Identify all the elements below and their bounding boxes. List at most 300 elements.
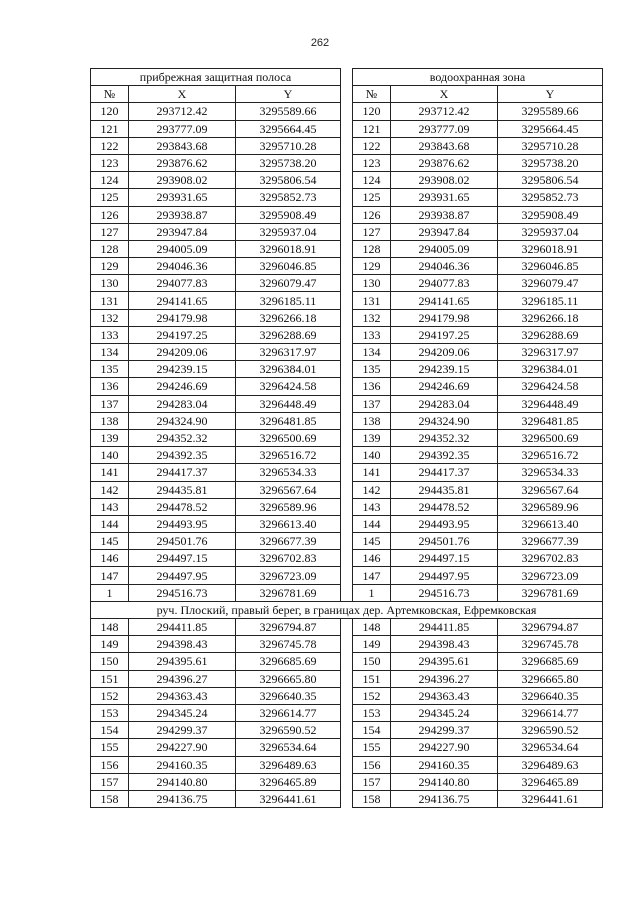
column-gap bbox=[341, 515, 353, 532]
column-gap bbox=[341, 258, 353, 275]
right-point-number: 127 bbox=[353, 223, 391, 240]
column-gap bbox=[341, 722, 353, 739]
right-col-header-y: Y bbox=[498, 86, 603, 103]
right-col-header-number: № bbox=[353, 86, 391, 103]
right-y-value: 3296481.85 bbox=[498, 412, 603, 429]
left-x-value: 294497.15 bbox=[129, 550, 236, 567]
right-y-value: 3296794.87 bbox=[498, 619, 603, 636]
table-row bbox=[91, 292, 603, 309]
column-gap bbox=[341, 687, 353, 704]
left-point-number: 148 bbox=[91, 619, 129, 636]
right-point-number: 138 bbox=[353, 412, 391, 429]
left-point-number: 131 bbox=[91, 292, 129, 309]
page-number: 262 bbox=[310, 37, 330, 49]
right-x-value: 294324.90 bbox=[391, 412, 498, 429]
column-gap bbox=[341, 653, 353, 670]
left-y-value: 3296665.80 bbox=[236, 670, 341, 687]
left-y-value: 3296448.49 bbox=[236, 395, 341, 412]
column-gap bbox=[341, 704, 353, 721]
left-y-value: 3296640.35 bbox=[236, 687, 341, 704]
left-y-value: 3296317.97 bbox=[236, 344, 341, 361]
table-row bbox=[91, 687, 603, 704]
left-y-value: 3296590.52 bbox=[236, 722, 341, 739]
column-gap bbox=[341, 636, 353, 653]
left-point-number: 142 bbox=[91, 481, 129, 498]
left-x-value: 294324.90 bbox=[129, 412, 236, 429]
left-x-value: 293931.65 bbox=[129, 189, 236, 206]
table-row bbox=[91, 326, 603, 343]
table-row bbox=[91, 619, 603, 636]
right-y-value: 3296745.78 bbox=[498, 636, 603, 653]
table-row bbox=[91, 756, 603, 773]
table-row bbox=[91, 550, 603, 567]
right-point-number: 139 bbox=[353, 429, 391, 446]
right-y-value: 3296500.69 bbox=[498, 429, 603, 446]
column-gap bbox=[341, 567, 353, 584]
table-row bbox=[91, 240, 603, 257]
table-row bbox=[91, 378, 603, 395]
right-y-value: 3296685.69 bbox=[498, 653, 603, 670]
column-gap bbox=[341, 773, 353, 790]
right-y-value: 3295738.20 bbox=[498, 154, 603, 171]
section-title-row bbox=[91, 601, 603, 618]
left-x-value: 294497.95 bbox=[129, 567, 236, 584]
left-x-value: 294005.09 bbox=[129, 240, 236, 257]
right-point-number: 126 bbox=[353, 206, 391, 223]
table-row bbox=[91, 189, 603, 206]
left-point-number: 139 bbox=[91, 429, 129, 446]
left-point-number: 132 bbox=[91, 309, 129, 326]
column-gap bbox=[341, 275, 353, 292]
section-title: руч. Плоский, правый берег, в границах дер. Артемковская, Ефремковская bbox=[91, 601, 603, 618]
right-point-number: 125 bbox=[353, 189, 391, 206]
left-y-value: 3296613.40 bbox=[236, 515, 341, 532]
left-point-number: 128 bbox=[91, 240, 129, 257]
left-point-number: 135 bbox=[91, 361, 129, 378]
table-row bbox=[91, 344, 603, 361]
right-y-value: 3295937.04 bbox=[498, 223, 603, 240]
right-x-value: 294352.32 bbox=[391, 429, 498, 446]
column-gap bbox=[341, 172, 353, 189]
right-y-value: 3296567.64 bbox=[498, 481, 603, 498]
right-point-number: 157 bbox=[353, 773, 391, 790]
table-row bbox=[91, 653, 603, 670]
left-y-value: 3296614.77 bbox=[236, 704, 341, 721]
left-point-number: 134 bbox=[91, 344, 129, 361]
column-gap bbox=[341, 550, 353, 567]
left-point-number: 124 bbox=[91, 172, 129, 189]
table-row bbox=[91, 567, 603, 584]
left-y-value: 3296567.64 bbox=[236, 481, 341, 498]
right-x-value: 293712.42 bbox=[391, 103, 498, 120]
right-x-value: 294136.75 bbox=[391, 790, 498, 807]
table-row bbox=[91, 223, 603, 240]
left-y-value: 3296516.72 bbox=[236, 447, 341, 464]
column-gap bbox=[341, 412, 353, 429]
right-x-value: 294005.09 bbox=[391, 240, 498, 257]
right-x-value: 293931.65 bbox=[391, 189, 498, 206]
table-row bbox=[91, 429, 603, 446]
left-x-value: 294140.80 bbox=[129, 773, 236, 790]
left-point-number: 121 bbox=[91, 120, 129, 137]
column-gap bbox=[341, 429, 353, 446]
left-point-number: 157 bbox=[91, 773, 129, 790]
left-x-value: 294478.52 bbox=[129, 498, 236, 515]
left-point-number: 154 bbox=[91, 722, 129, 739]
right-y-value: 3296589.96 bbox=[498, 498, 603, 515]
right-x-value: 294209.06 bbox=[391, 344, 498, 361]
right-y-value: 3296613.40 bbox=[498, 515, 603, 532]
right-x-value: 294239.15 bbox=[391, 361, 498, 378]
right-point-number: 143 bbox=[353, 498, 391, 515]
column-gap bbox=[341, 533, 353, 550]
right-x-value: 294363.43 bbox=[391, 687, 498, 704]
table-row bbox=[91, 309, 603, 326]
left-y-value: 3296534.33 bbox=[236, 464, 341, 481]
table-row bbox=[91, 739, 603, 756]
left-x-value: 293712.42 bbox=[129, 103, 236, 120]
right-point-number: 128 bbox=[353, 240, 391, 257]
right-y-value: 3296781.69 bbox=[498, 584, 603, 601]
right-y-value: 3296677.39 bbox=[498, 533, 603, 550]
right-y-value: 3296534.33 bbox=[498, 464, 603, 481]
left-x-value: 293938.87 bbox=[129, 206, 236, 223]
right-point-number: 151 bbox=[353, 670, 391, 687]
right-x-value: 294411.85 bbox=[391, 619, 498, 636]
right-x-value: 293947.84 bbox=[391, 223, 498, 240]
left-x-value: 294396.27 bbox=[129, 670, 236, 687]
left-zone-header: прибрежная защитная полоса bbox=[91, 69, 341, 86]
column-gap bbox=[341, 137, 353, 154]
right-x-value: 294435.81 bbox=[391, 481, 498, 498]
column-gap bbox=[341, 154, 353, 171]
right-x-value: 294283.04 bbox=[391, 395, 498, 412]
right-point-number: 130 bbox=[353, 275, 391, 292]
right-x-value: 294395.61 bbox=[391, 653, 498, 670]
column-gap bbox=[341, 240, 353, 257]
left-x-value: 294411.85 bbox=[129, 619, 236, 636]
left-y-value: 3295710.28 bbox=[236, 137, 341, 154]
table-row bbox=[91, 154, 603, 171]
right-y-value: 3295710.28 bbox=[498, 137, 603, 154]
left-point-number: 145 bbox=[91, 533, 129, 550]
right-point-number: 123 bbox=[353, 154, 391, 171]
left-point-number: 1 bbox=[91, 584, 129, 601]
column-gap bbox=[341, 189, 353, 206]
right-point-number: 155 bbox=[353, 739, 391, 756]
right-point-number: 141 bbox=[353, 464, 391, 481]
left-point-number: 158 bbox=[91, 790, 129, 807]
left-y-value: 3295664.45 bbox=[236, 120, 341, 137]
right-point-number: 145 bbox=[353, 533, 391, 550]
left-point-number: 133 bbox=[91, 326, 129, 343]
left-y-value: 3295589.66 bbox=[236, 103, 341, 120]
right-x-value: 294497.15 bbox=[391, 550, 498, 567]
table-row bbox=[91, 361, 603, 378]
column-gap bbox=[341, 498, 353, 515]
left-y-value: 3296781.69 bbox=[236, 584, 341, 601]
table-row bbox=[91, 533, 603, 550]
left-y-value: 3296677.39 bbox=[236, 533, 341, 550]
left-point-number: 125 bbox=[91, 189, 129, 206]
right-point-number: 122 bbox=[353, 137, 391, 154]
right-point-number: 144 bbox=[353, 515, 391, 532]
right-point-number: 146 bbox=[353, 550, 391, 567]
left-point-number: 153 bbox=[91, 704, 129, 721]
right-point-number: 136 bbox=[353, 378, 391, 395]
right-x-value: 294046.36 bbox=[391, 258, 498, 275]
right-x-value: 294345.24 bbox=[391, 704, 498, 721]
right-point-number: 133 bbox=[353, 326, 391, 343]
right-point-number: 148 bbox=[353, 619, 391, 636]
left-col-header-y: Y bbox=[236, 86, 341, 103]
left-col-header-x: X bbox=[129, 86, 236, 103]
right-y-value: 3296614.77 bbox=[498, 704, 603, 721]
left-point-number: 150 bbox=[91, 653, 129, 670]
right-x-value: 294497.95 bbox=[391, 567, 498, 584]
left-x-value: 293777.09 bbox=[129, 120, 236, 137]
left-y-value: 3296424.58 bbox=[236, 378, 341, 395]
left-point-number: 147 bbox=[91, 567, 129, 584]
right-x-value: 294160.35 bbox=[391, 756, 498, 773]
left-x-value: 294345.24 bbox=[129, 704, 236, 721]
table-row bbox=[91, 722, 603, 739]
right-y-value: 3295664.45 bbox=[498, 120, 603, 137]
right-y-value: 3295589.66 bbox=[498, 103, 603, 120]
column-gap bbox=[341, 103, 353, 120]
left-x-value: 294493.95 bbox=[129, 515, 236, 532]
left-x-value: 294395.61 bbox=[129, 653, 236, 670]
left-y-value: 3295806.54 bbox=[236, 172, 341, 189]
left-x-value: 294046.36 bbox=[129, 258, 236, 275]
column-gap bbox=[341, 481, 353, 498]
left-y-value: 3295738.20 bbox=[236, 154, 341, 171]
right-y-value: 3296702.83 bbox=[498, 550, 603, 567]
right-x-value: 294398.43 bbox=[391, 636, 498, 653]
right-point-number: 156 bbox=[353, 756, 391, 773]
left-x-value: 294352.32 bbox=[129, 429, 236, 446]
right-point-number: 147 bbox=[353, 567, 391, 584]
left-y-value: 3296589.96 bbox=[236, 498, 341, 515]
left-y-value: 3296079.47 bbox=[236, 275, 341, 292]
table-row bbox=[91, 481, 603, 498]
left-x-value: 294516.73 bbox=[129, 584, 236, 601]
left-point-number: 138 bbox=[91, 412, 129, 429]
left-x-value: 293908.02 bbox=[129, 172, 236, 189]
right-point-number: 120 bbox=[353, 103, 391, 120]
left-x-value: 294435.81 bbox=[129, 481, 236, 498]
left-point-number: 129 bbox=[91, 258, 129, 275]
left-point-number: 141 bbox=[91, 464, 129, 481]
right-y-value: 3296590.52 bbox=[498, 722, 603, 739]
column-gap bbox=[341, 464, 353, 481]
left-point-number: 136 bbox=[91, 378, 129, 395]
left-point-number: 146 bbox=[91, 550, 129, 567]
right-x-value: 293777.09 bbox=[391, 120, 498, 137]
right-x-value: 293843.68 bbox=[391, 137, 498, 154]
right-point-number: 154 bbox=[353, 722, 391, 739]
column-gap bbox=[341, 292, 353, 309]
column-gap bbox=[341, 447, 353, 464]
column-gap bbox=[341, 670, 353, 687]
left-x-value: 294398.43 bbox=[129, 636, 236, 653]
right-zone-header: водоохранная зона bbox=[353, 69, 603, 86]
right-x-value: 294396.27 bbox=[391, 670, 498, 687]
right-point-number: 134 bbox=[353, 344, 391, 361]
right-x-value: 294140.80 bbox=[391, 773, 498, 790]
right-x-value: 294417.37 bbox=[391, 464, 498, 481]
left-x-value: 294141.65 bbox=[129, 292, 236, 309]
left-x-value: 294239.15 bbox=[129, 361, 236, 378]
column-gap bbox=[341, 309, 353, 326]
right-point-number: 142 bbox=[353, 481, 391, 498]
left-point-number: 127 bbox=[91, 223, 129, 240]
column-gap bbox=[341, 344, 353, 361]
left-y-value: 3296489.63 bbox=[236, 756, 341, 773]
left-point-number: 122 bbox=[91, 137, 129, 154]
column-gap bbox=[341, 86, 353, 103]
table-row bbox=[91, 773, 603, 790]
right-y-value: 3296534.64 bbox=[498, 739, 603, 756]
right-y-value: 3296424.58 bbox=[498, 378, 603, 395]
left-x-value: 294179.98 bbox=[129, 309, 236, 326]
table-row bbox=[91, 464, 603, 481]
coordinates-table-body bbox=[91, 69, 603, 808]
left-y-value: 3296018.91 bbox=[236, 240, 341, 257]
right-x-value: 294077.83 bbox=[391, 275, 498, 292]
right-x-value: 293908.02 bbox=[391, 172, 498, 189]
left-y-value: 3296702.83 bbox=[236, 550, 341, 567]
right-col-header-x: X bbox=[391, 86, 498, 103]
left-x-value: 294299.37 bbox=[129, 722, 236, 739]
left-y-value: 3296266.18 bbox=[236, 309, 341, 326]
right-y-value: 3296288.69 bbox=[498, 326, 603, 343]
right-x-value: 294392.35 bbox=[391, 447, 498, 464]
table-row bbox=[91, 670, 603, 687]
right-x-value: 294179.98 bbox=[391, 309, 498, 326]
left-x-value: 294501.76 bbox=[129, 533, 236, 550]
right-y-value: 3296266.18 bbox=[498, 309, 603, 326]
left-point-number: 152 bbox=[91, 687, 129, 704]
right-y-value: 3296516.72 bbox=[498, 447, 603, 464]
right-y-value: 3296384.01 bbox=[498, 361, 603, 378]
column-gap bbox=[341, 69, 353, 86]
right-point-number: 121 bbox=[353, 120, 391, 137]
left-x-value: 293947.84 bbox=[129, 223, 236, 240]
table-row bbox=[91, 412, 603, 429]
left-col-header-number: № bbox=[91, 86, 129, 103]
right-x-value: 293876.62 bbox=[391, 154, 498, 171]
left-point-number: 140 bbox=[91, 447, 129, 464]
table-row bbox=[91, 275, 603, 292]
right-x-value: 294478.52 bbox=[391, 498, 498, 515]
right-y-value: 3296665.80 bbox=[498, 670, 603, 687]
coordinates-table bbox=[90, 68, 603, 808]
right-y-value: 3296640.35 bbox=[498, 687, 603, 704]
right-point-number: 152 bbox=[353, 687, 391, 704]
left-point-number: 123 bbox=[91, 154, 129, 171]
table-row bbox=[91, 137, 603, 154]
column-gap bbox=[341, 619, 353, 636]
table-row bbox=[91, 395, 603, 412]
right-x-value: 294501.76 bbox=[391, 533, 498, 550]
right-x-value: 294516.73 bbox=[391, 584, 498, 601]
column-gap bbox=[341, 395, 353, 412]
right-y-value: 3296079.47 bbox=[498, 275, 603, 292]
right-point-number: 124 bbox=[353, 172, 391, 189]
left-x-value: 294246.69 bbox=[129, 378, 236, 395]
left-x-value: 294077.83 bbox=[129, 275, 236, 292]
left-x-value: 294417.37 bbox=[129, 464, 236, 481]
left-point-number: 130 bbox=[91, 275, 129, 292]
right-x-value: 294246.69 bbox=[391, 378, 498, 395]
table-row bbox=[91, 103, 603, 120]
column-gap bbox=[341, 739, 353, 756]
left-point-number: 155 bbox=[91, 739, 129, 756]
left-x-value: 293876.62 bbox=[129, 154, 236, 171]
column-gap bbox=[341, 378, 353, 395]
column-gap bbox=[341, 361, 353, 378]
right-y-value: 3296317.97 bbox=[498, 344, 603, 361]
left-y-value: 3296384.01 bbox=[236, 361, 341, 378]
left-y-value: 3295937.04 bbox=[236, 223, 341, 240]
right-y-value: 3296489.63 bbox=[498, 756, 603, 773]
right-point-number: 140 bbox=[353, 447, 391, 464]
right-y-value: 3296018.91 bbox=[498, 240, 603, 257]
left-y-value: 3296441.61 bbox=[236, 790, 341, 807]
left-point-number: 144 bbox=[91, 515, 129, 532]
right-point-number: 158 bbox=[353, 790, 391, 807]
left-point-number: 120 bbox=[91, 103, 129, 120]
table-row bbox=[91, 515, 603, 532]
table-row bbox=[91, 704, 603, 721]
column-gap bbox=[341, 326, 353, 343]
right-y-value: 3296465.89 bbox=[498, 773, 603, 790]
table-row bbox=[91, 447, 603, 464]
right-point-number: 149 bbox=[353, 636, 391, 653]
left-point-number: 126 bbox=[91, 206, 129, 223]
left-x-value: 294160.35 bbox=[129, 756, 236, 773]
left-y-value: 3296481.85 bbox=[236, 412, 341, 429]
table-row bbox=[91, 172, 603, 189]
left-y-value: 3296288.69 bbox=[236, 326, 341, 343]
right-point-number: 150 bbox=[353, 653, 391, 670]
left-x-value: 294209.06 bbox=[129, 344, 236, 361]
right-point-number: 137 bbox=[353, 395, 391, 412]
left-point-number: 156 bbox=[91, 756, 129, 773]
right-y-value: 3296046.85 bbox=[498, 258, 603, 275]
left-y-value: 3295852.73 bbox=[236, 189, 341, 206]
left-y-value: 3296685.69 bbox=[236, 653, 341, 670]
left-x-value: 294283.04 bbox=[129, 395, 236, 412]
column-gap bbox=[341, 223, 353, 240]
column-gap bbox=[341, 120, 353, 137]
left-x-value: 294227.90 bbox=[129, 739, 236, 756]
right-point-number: 153 bbox=[353, 704, 391, 721]
left-y-value: 3296046.85 bbox=[236, 258, 341, 275]
left-y-value: 3296185.11 bbox=[236, 292, 341, 309]
right-point-number: 131 bbox=[353, 292, 391, 309]
right-x-value: 294493.95 bbox=[391, 515, 498, 532]
left-y-value: 3296500.69 bbox=[236, 429, 341, 446]
left-point-number: 151 bbox=[91, 670, 129, 687]
table-row bbox=[91, 120, 603, 137]
right-x-value: 294227.90 bbox=[391, 739, 498, 756]
left-x-value: 294136.75 bbox=[129, 790, 236, 807]
right-y-value: 3295806.54 bbox=[498, 172, 603, 189]
right-point-number: 132 bbox=[353, 309, 391, 326]
left-point-number: 143 bbox=[91, 498, 129, 515]
